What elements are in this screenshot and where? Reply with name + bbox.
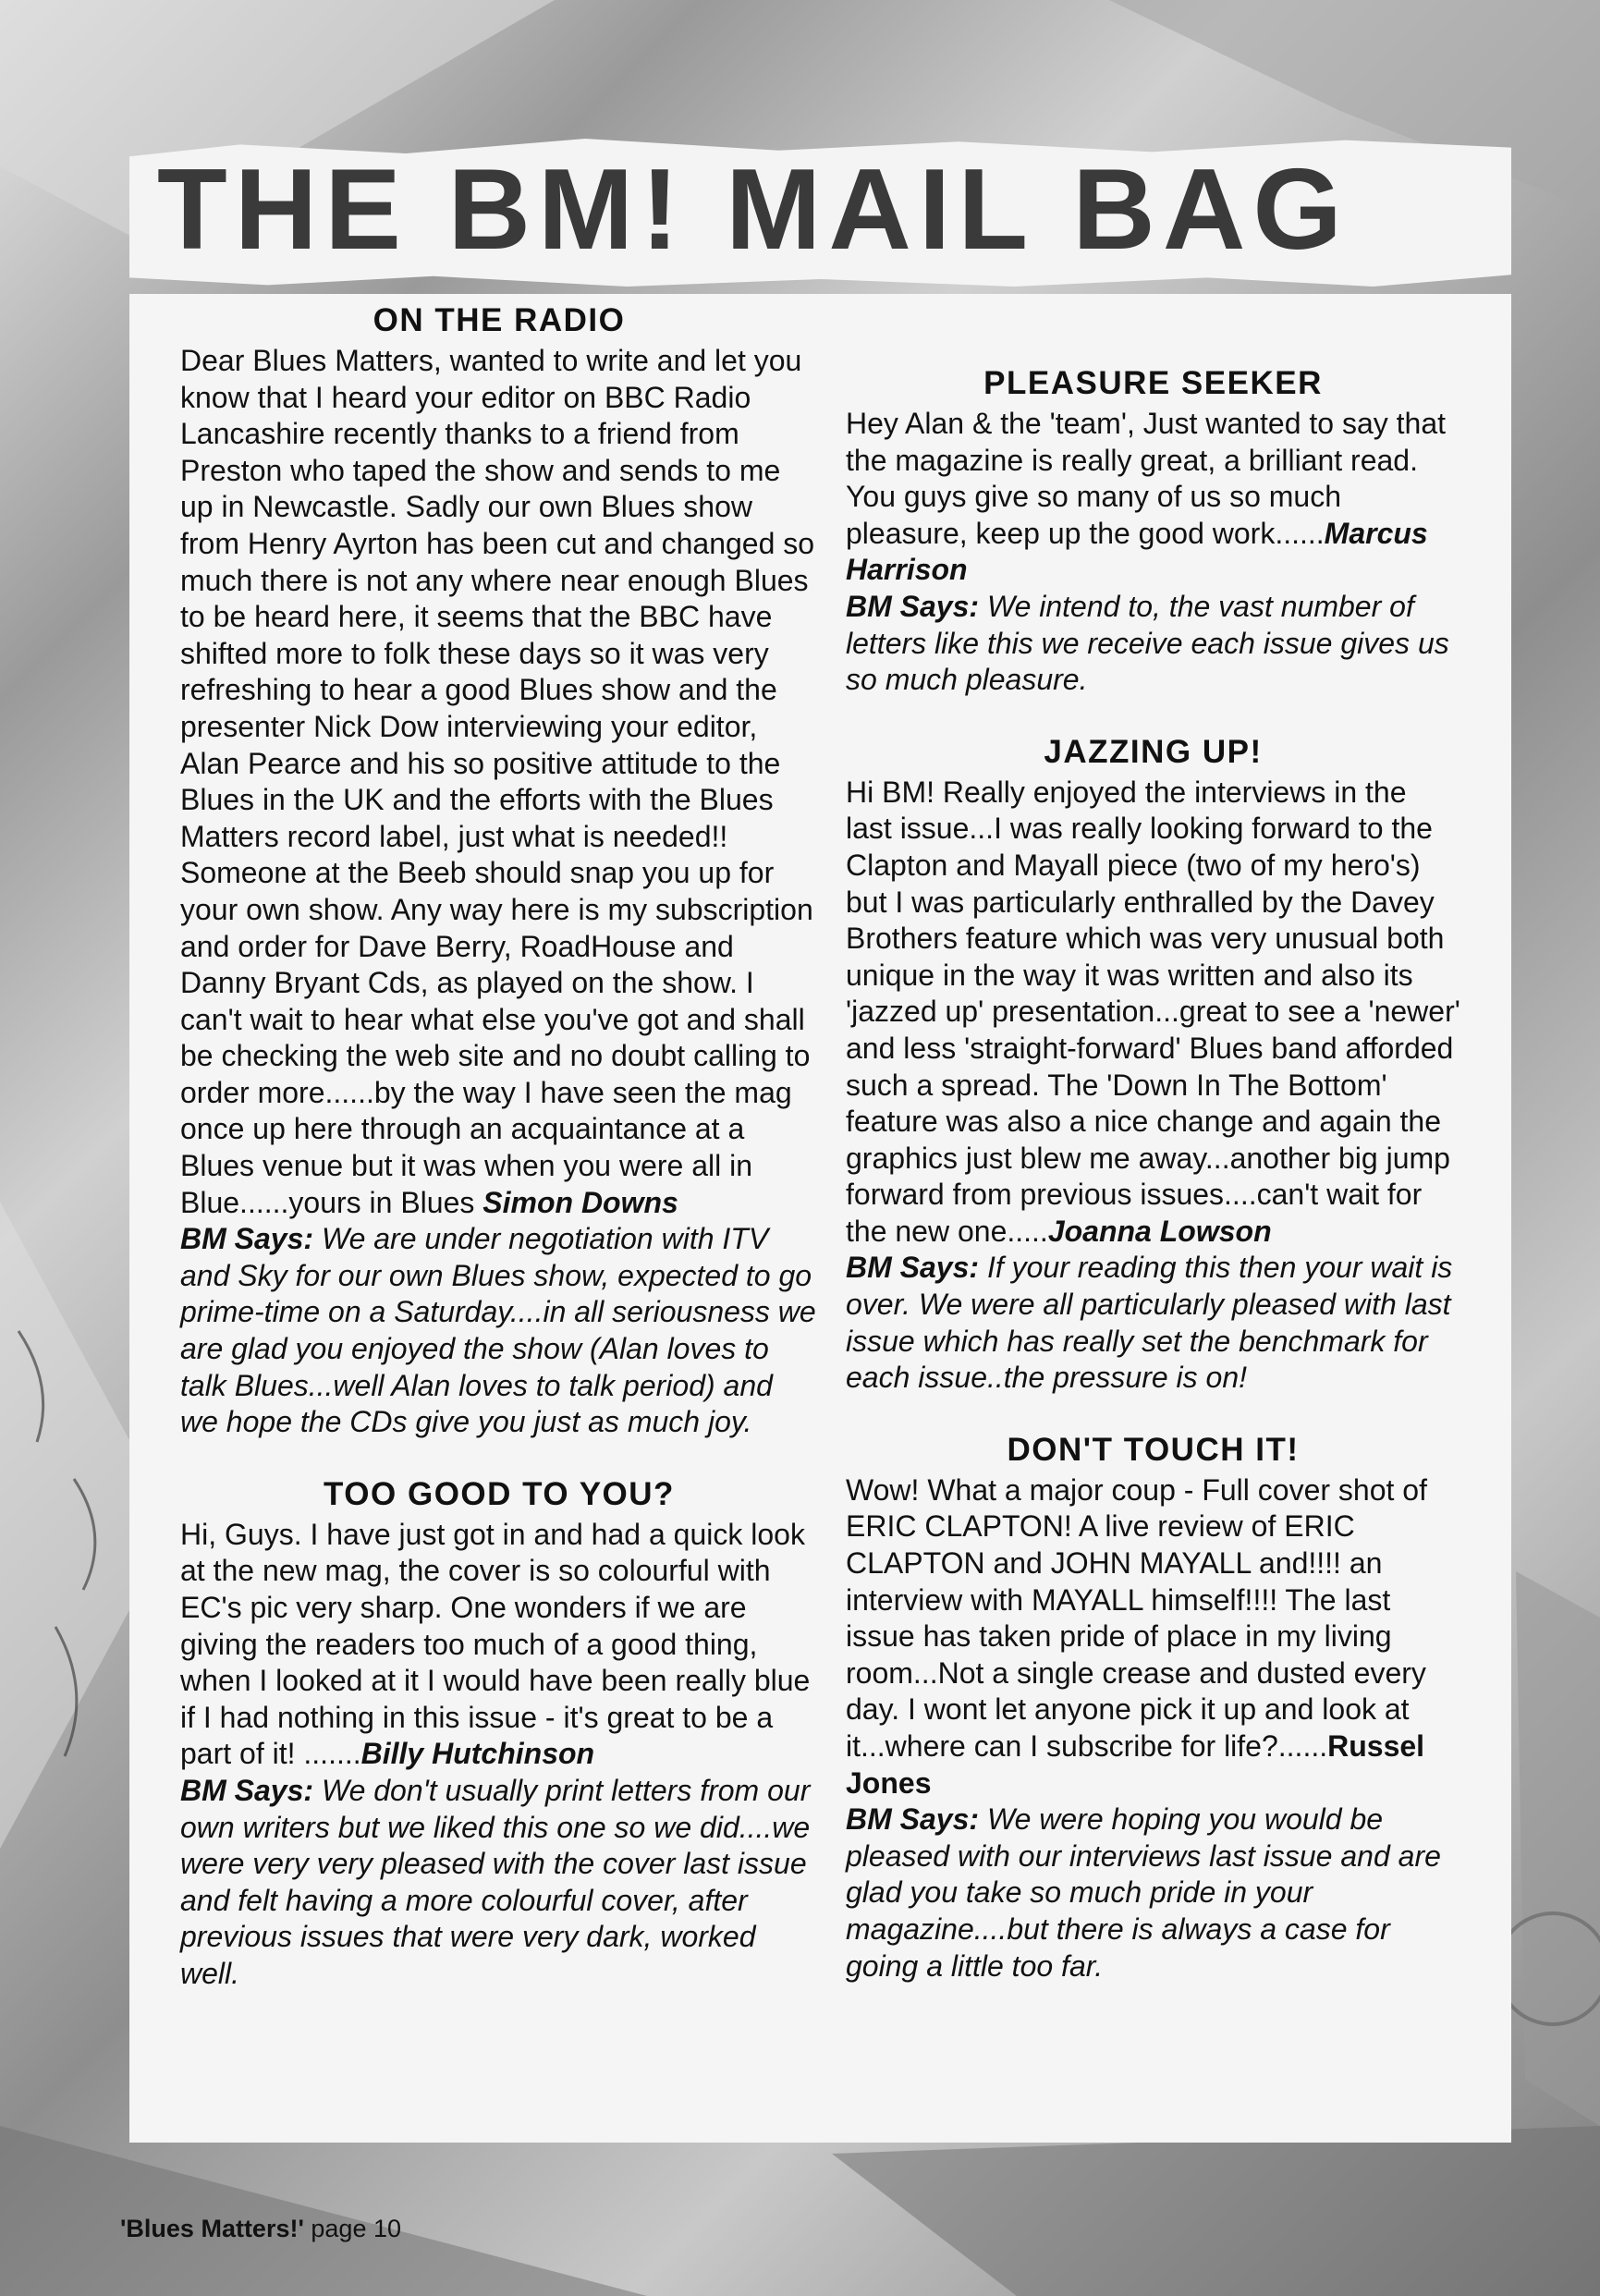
letter-on-the-radio bbox=[180, 300, 818, 1441]
page-number: page 10 bbox=[303, 2215, 401, 2242]
bm-reply: BM Says: If your reading this then your wait is over. We were all particularly pleased with last issue which has really set the benchmark for each issue..the pressure is on! bbox=[846, 1251, 1453, 1395]
letter-author: Simon Downs bbox=[482, 1185, 678, 1219]
letter-dont-touch-it bbox=[846, 1430, 1460, 1985]
letter-body: Hi BM! Really enjoyed the interviews in the last issue...I was really looking forward to the Clapton and Mayall piece (two of my hero's) but I was particularly enthralled by the Davey Brothers feature which was very unusual both unique in the way it was written and also its 'jazzed up' presentation...great to see a 'newer' and less 'straight-forward' Blues band afforded such a spread. The 'Down In The Bottom' feature was also a nice change and again the graphics just blew me away...another big jump forward from previous issues....can't wait for the new one.....Joanna Lowson bbox=[846, 775, 1460, 1248]
letter-body: Hey Alan & the 'team', Just wanted to say that the magazine is really great, a brilliant read. You guys give so many of us so much pleasure, keep up the good work......Marcus Harrison bbox=[846, 407, 1447, 587]
bm-reply: BM Says: We were hoping you would be pleased with our interviews last issue and are glad you take so much pride in your magazine....but there is always a case for going a little too far. bbox=[846, 1802, 1441, 1983]
left-column bbox=[180, 300, 818, 1993]
magazine-name: 'Blues Matters!' bbox=[120, 2215, 304, 2242]
letter-body: Hi, Guys. I have just got in and had a quick look at the new mag, the cover is so colourful with EC's pic very sharp. One wonders if we are giving the readers too much of a good thing, when I looked at it I would have been really blue if I had nothing in this issue - it's great to be a part of it! .......Billy Hutchinson bbox=[180, 1517, 811, 1771]
letter-heading: TOO GOOD TO YOU? bbox=[324, 1475, 675, 1512]
letter-heading: ON THE RADIO bbox=[373, 302, 626, 338]
page-title: THE BM! MAIL BAG bbox=[157, 146, 1350, 274]
letter-heading: JAZZING UP! bbox=[1044, 733, 1263, 770]
letter-too-good-to-you bbox=[180, 1474, 818, 1993]
letter-author: Marcus Harrison bbox=[846, 516, 1428, 587]
page-footer bbox=[120, 2215, 401, 2243]
right-column bbox=[846, 300, 1460, 1985]
bm-reply: BM Says: We intend to, the vast number of letters like this we receive each issue gives us so much pleasure. bbox=[846, 589, 1449, 697]
letter-author: Joanna Lowson bbox=[1047, 1214, 1272, 1248]
letter-body: Wow! What a major coup - Full cover shot of ERIC CLAPTON! A live review of ERIC CLAPTON and JOHN MAYALL and!!!! an interview with MAYALL himself!!!! The last issue has taken pride of place in my living room...Not a single crease and dusted every day. I wont let anyone pick it up and look at it...where can I subscribe for life?......Russel Jones bbox=[846, 1472, 1427, 1800]
letter-heading: PLEASURE SEEKER bbox=[983, 365, 1323, 401]
letter-body: Dear Blues Matters, wanted to write and let you know that I heard your editor on BBC Radio Lancashire recently thanks to a friend from Preston who taped the show and sends to me up in Newcastle. Sadly our own Blues show from Henry Ayrton has been cut and changed so much there is not any where near enough Blues to be heard here, it seems that the BBC have shifted more to folk these days so it was very refreshing to hear a good Blues show and the presenter Nick Dow interviewing your editor, Alan Pearce and his so positive attitude to the Blues in the UK and the efforts with the Blues Matters record label, just what is needed!! Someone at the Beeb should snap you up for your own show. Any way here is my subscription and order for Dave Berry, RoadHouse and Danny Bryant Cds, as played on the show. I can't wait to hear what else you've got and shall be checking the web site and no doubt calling to order more......by the way I have seen the mag once up here through an acquaintance at a Blues venue but it was when you were all in Blue......yours in Blues Simon Downs bbox=[180, 344, 815, 1219]
letter-author: Russel Jones bbox=[846, 1729, 1425, 1800]
letter-heading: DON'T TOUCH IT! bbox=[1007, 1431, 1300, 1468]
letter-author: Billy Hutchinson bbox=[360, 1737, 595, 1771]
letter-jazzing-up bbox=[846, 732, 1460, 1397]
bm-reply: BM Says: We don't usually print letters from our own writers but we liked this one so we did....we were very very pleased with the cover last issue and felt having a more colourful cover, after previous issues that were very dark, worked well. bbox=[180, 1773, 811, 1990]
bm-reply: BM Says: We are under negotiation with ITV and Sky for our own Blues show, expected to go prime-time on a Saturday....in all seriousness we are glad you enjoyed the show (Alan loves to talk Blues...well Alan loves to talk period) and we hope the CDs give you just as much joy. bbox=[180, 1222, 816, 1439]
letter-pleasure-seeker bbox=[846, 363, 1460, 699]
